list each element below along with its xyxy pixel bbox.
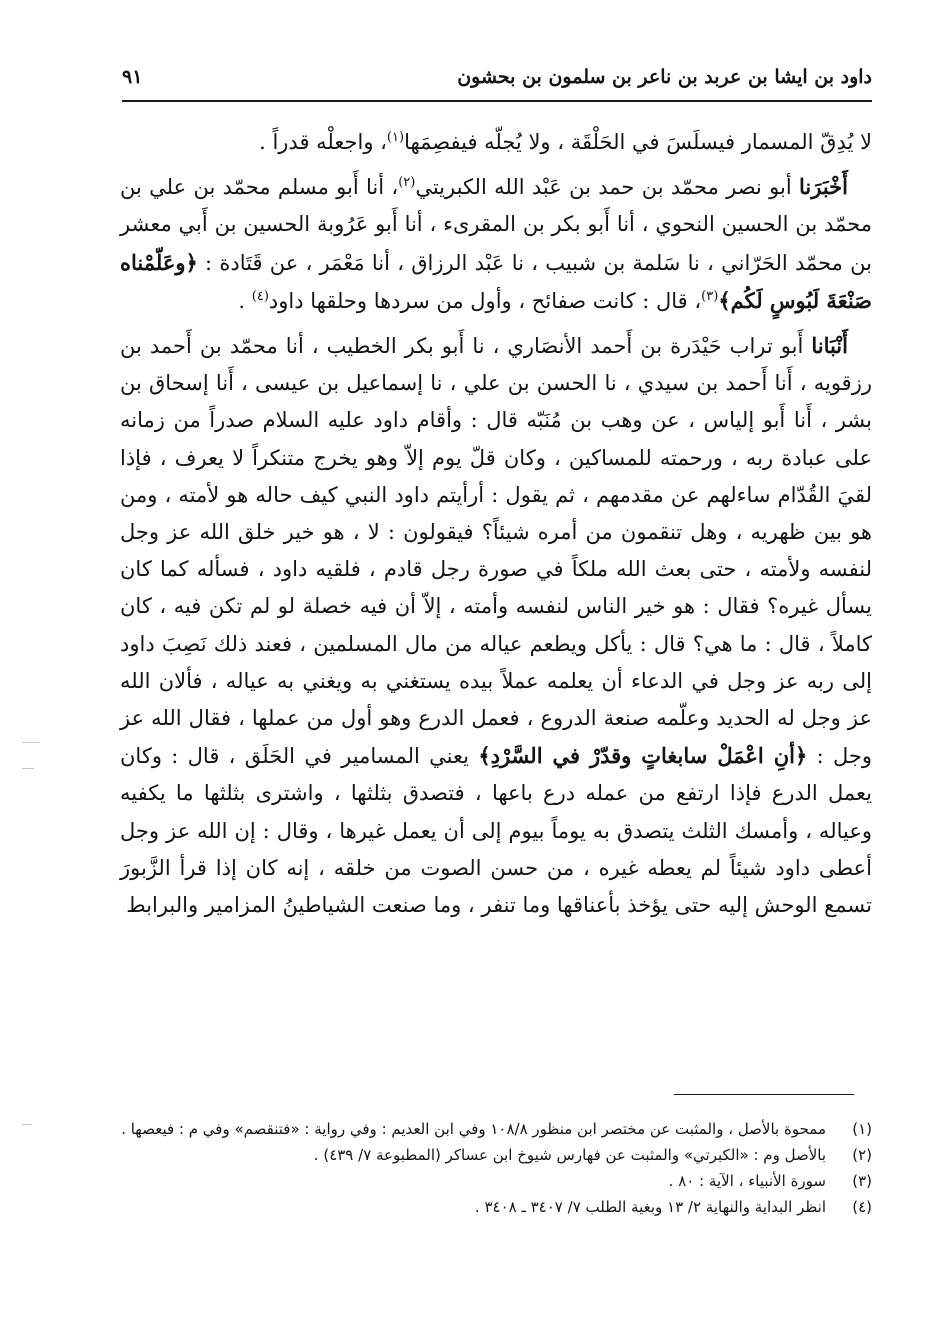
isnad-lead-word: أَنْبَانا [811, 333, 848, 359]
footnote-divider [674, 1094, 854, 1095]
quran-quote: ﴿أنِ اعْمَلْ سابغاتٍ وقدّرْ في السَّرْدِ﴾ [478, 743, 808, 769]
running-header [122, 60, 872, 102]
paragraph-text: أَبو تراب حَيْدَرة بن أَحمد الأنصَاري ، نا أَبو بكر الخطيب ، أنا محمّد بن أَحمد بن رزقويه ، أَنا أَحمد بن سيدي ، نا الحسن بن علي ، نا إسماعيل بن عيسى ، أَنا إسحاق بن بشر ، أَنا أَبو إلياس ، عن وهب بن مُنَبّه قال : وأقام داود عليه السلام صدراً من زمانه على عبادة ربه ، ورحمته للمساكين ، وكان قلّ يوم إلاّ وهو يخرج متنكراً لا يعرف ، فإذا لقيَ القُدّام ساءلهم عن مقدمهم ، ثم يقول : أرأيتم داود النبي كيف حاله هو لأمته ، ومن هو بين ظهريه ، وهل تنقمون من أمره شيئاً؟ فيقولون : لا ، هو خير خلق الله عز وجل لنفسه ولأمته ، حتى بعث الله ملكاً في صورة رجل قادم ، فلقيه داود ، فسأله كما كان يسأل غيره؟ فقال : هو خير الناس لنفسه وأمته ، إلاّ أن فيه خصلة لو لم تكن فيه ، كان كاملاً ، قال : ما هي؟ قال : يأكل ويطعم عياله من مال المسلمين ، فعند ذلك نَصِبَ داود إلى ربه عز وجل في الدعاء أن يعلمه عملاً بيده يستغني به ويغني به عياله ، فألان الله عز وجل له الحديد وعلّمه صنعة الدروع ، فعمل الدرع وهو أول من عملها ، فقال الله عز وجل : [120, 334, 872, 769]
footnote-ref: (٢) [398, 175, 416, 191]
footnote-text: بالأصل وم : «الكبرتي» والمثبت عن فهارس شيوخ ابن عساكر (المطبوعة ٧/ ٤٣٩) . [313, 1146, 826, 1164]
footnote-ref: (٣) [701, 288, 719, 304]
paragraph-text: . [238, 288, 252, 313]
paragraph-text: أبو نصر محمّد بن حمد بن عَبْد الله الكبريتي [415, 175, 800, 200]
footnote-1 [120, 1116, 872, 1142]
footnote-text: سورة الأنبياء ، الآية : ٨٠ . [668, 1172, 826, 1190]
footnote-number: (١) [852, 1120, 872, 1138]
paragraph-text: ، أنا أَبو مسلم محمّد بن علي بن محمّد بن الحسين النحوي ، أنا أَبو بكر بن المقرىء ، أنا أَبو عَرُوبة الحسين بن أَبي معشر بن محمّد الحَرّاني ، نا سَلمة بن شبيب ، نا عَبْد الرزاق ، أنا مَعْمَر ، عن قَتَادة : [120, 175, 872, 275]
page-number: ٩١ [122, 66, 143, 88]
scan-margin-mark [22, 768, 34, 769]
footnote-4 [120, 1194, 872, 1220]
paragraph-text: يعني المسامير في الحَلَق ، قال : وكان يعمل الدرع فإذا ارتفع من عمله درع باعها ، فتصدق بثلثها ، واشترى بثلثها ما يكفيه وعياله ، وأمسك الثلث يتصدق به يوماً بيوم إلى أن يعمل غيرها ، وقال : إن الله عز وجل أعطى داود شيئاً لم يعطه غيره ، من حسن الصوت من خلقه ، إنه كان إذا قرأ الزَّبورَ تسمع الوحش إليه حتى يؤخذ بأعناقها وما تنفر ، وما صنعت الشياطينُ المزامير والبرابط [120, 744, 872, 918]
scan-margin-mark [22, 1124, 32, 1125]
footnote-ref: (١) [386, 130, 405, 145]
footnote-ref: (٤) [251, 288, 269, 304]
footnote-number: (٢) [852, 1146, 872, 1164]
body-text [120, 124, 872, 924]
footnote-text: انظر البداية والنهاية ٢/ ١٣ وبغية الطلب ٧/ ٣٤٠٧ ـ ٣٤٠٨ . [474, 1198, 826, 1216]
paragraph-text: لا يُدِقّ المسمار فيسلَسَ في الحَلْقَة ، ولا يُجلّه فيفصِمَها [404, 130, 872, 154]
header-title: داود بن ايشا بن عربد بن ناعر بن سلمون بن بحشون [457, 66, 872, 88]
isnad-lead-word: أَخْبَرَنا [799, 174, 848, 200]
paragraph-text: ، واجعلْه قدراً . [259, 130, 387, 154]
footnote-3 [120, 1168, 872, 1194]
footnote-number: (٤) [852, 1198, 872, 1216]
paragraph-2 [120, 168, 872, 320]
footnote-text: ممحوة بالأصل ، والمثبت عن مختصر ابن منظور ١٠٨/٨ وفي ابن العديم : وفي رواية : «فتنقصم» وفي م : فيعصها . [121, 1120, 826, 1138]
quran-quote: ﴿وعَلّمْناه صَنْعَةَ لَبُوسٍ لَكُم﴾ [120, 249, 872, 313]
scan-margin-mark [22, 742, 40, 743]
footnotes [120, 1116, 872, 1220]
paragraph-1 [120, 124, 872, 161]
footnote-2 [120, 1142, 872, 1168]
paragraph-text: ، قال : كانت صفائح ، وأول من سردها وحلقها داود [268, 288, 702, 313]
paragraph-3 [120, 327, 872, 924]
footnote-number: (٣) [852, 1172, 872, 1190]
